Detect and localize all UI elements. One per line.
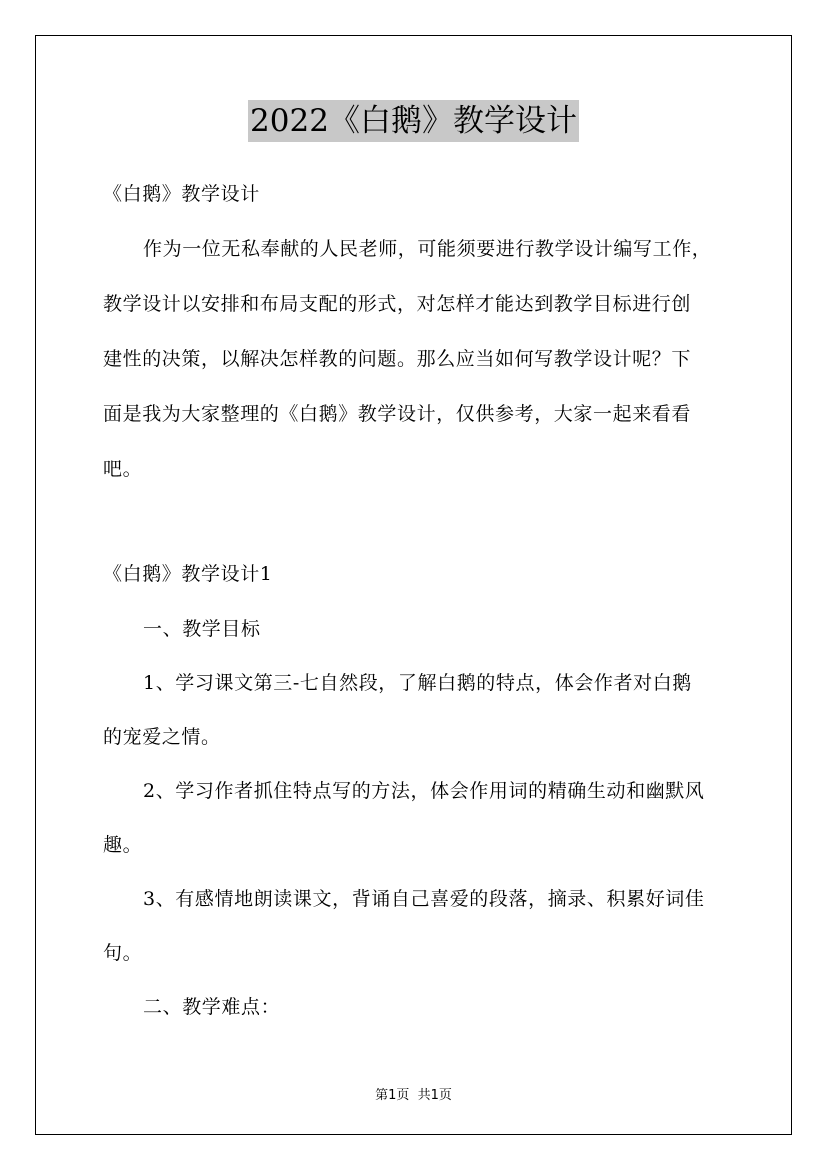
section1-title: 《白鹅》教学设计1 — [103, 563, 273, 585]
page-number: 第1页 共1页 — [375, 1088, 452, 1103]
goal2-line2: 趣。 — [103, 834, 143, 856]
goal1-line2: 的宠爱之情。 — [103, 726, 221, 748]
goal3-line2: 句。 — [103, 942, 143, 964]
goal2-line1: 2、学习作者抓住特点写的方法，体会作用词的精确生动和幽默风 — [143, 780, 705, 802]
goal1-line1: 1、学习课文第三-七自然段，了解白鹅的特点，体会作者对白鹅 — [143, 672, 692, 694]
intro-line-3: 建性的决策，以解决怎样教的问题。那么应当如何写教学设计呢？下 — [103, 348, 692, 370]
heading-difficulty: 二、教学难点： — [143, 996, 281, 1018]
subtitle: 《白鹅》教学设计 — [103, 183, 260, 205]
intro-line-1: 作为一位无私奉献的人民老师，可能须要进行教学设计编写工作， — [143, 238, 712, 260]
intro-line-5: 吧。 — [103, 458, 143, 480]
intro-line-4: 面是我为大家整理的《白鹅》教学设计，仅供参考，大家一起来看看 — [103, 403, 692, 425]
page-footer — [0, 1084, 827, 1103]
document-title: 2022《白鹅》教学设计 — [248, 100, 579, 142]
heading-goals: 一、教学目标 — [143, 618, 261, 640]
document-title-block — [0, 100, 827, 142]
intro-line-2: 教学设计以安排和布局支配的形式，对怎样才能达到教学目标进行创 — [103, 293, 692, 315]
goal3-line1: 3、有感情地朗读课文，背诵自己喜爱的段落，摘录、积累好词佳 — [143, 888, 705, 910]
